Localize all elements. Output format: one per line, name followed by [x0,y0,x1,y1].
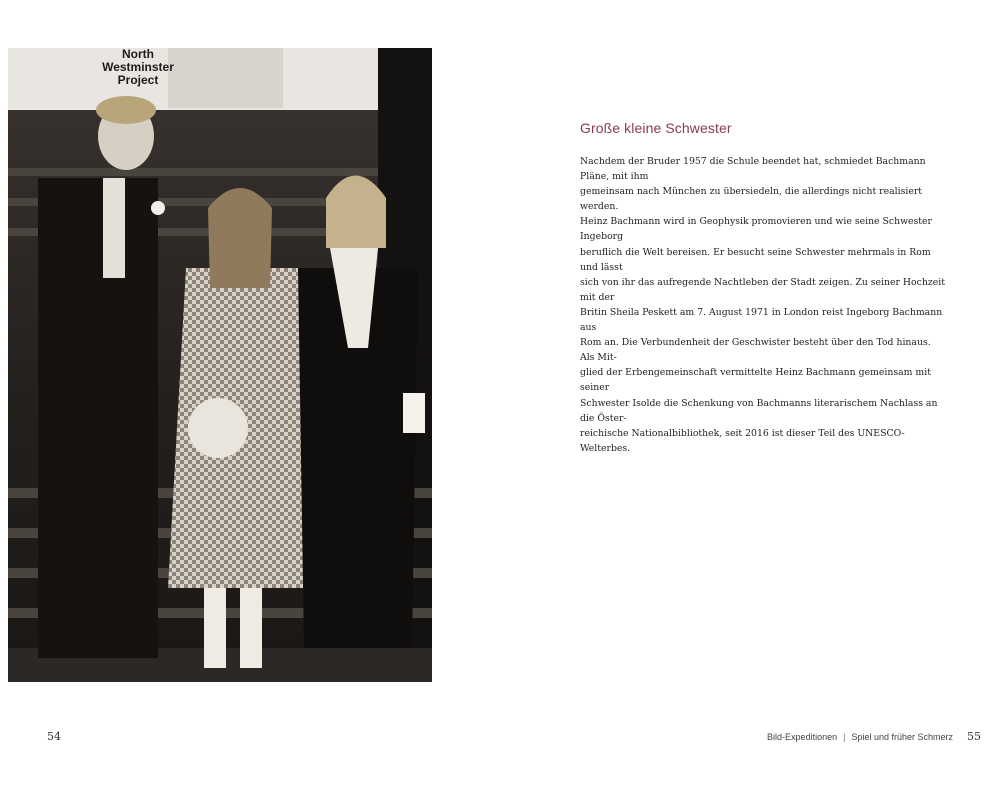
text-line: glied der Erbengemeinschaft vermittelte Heinz Bachmann gemeinsam mit seiner [580,367,931,394]
bouquet [188,398,248,458]
section-heading: Große kleine Schwester [580,120,732,136]
text-line: gemeinsam nach München zu übersiedeln, die allerdings nicht realisiert werden. [580,186,923,213]
footer-chapter: Spiel und früher Schmerz [851,732,953,742]
footer-separator: | [843,732,846,742]
text-line: Rom an. Die Verbundenheit der Geschwister besteht über den Tod hinaus. Als Mit- [580,337,931,364]
man-figure [38,96,165,658]
body-paragraph [580,154,946,456]
banner-line: Westminster [102,60,174,74]
text-line: Schwester Isolde die Schenkung von Bachmanns literarischem Nachlass an die Öster- [580,397,938,424]
text-line: beruflich die Welt bereisen. Er besucht seine Schwester mehrmals in Rom und lässt [580,246,931,273]
page-number-right: 55 [967,730,981,743]
text-line: reichische Nationalbibliothek, seit 2016 ist dieser Teil des UNESCO-Welterbes. [580,427,905,454]
banner-text [78,48,198,87]
banner-line: North [122,48,154,61]
text-line: Britin Sheila Peskett am 7. August 1971 in London reist Ingeborg Bachmann aus [580,306,943,334]
banner-line: Project [117,73,159,87]
text-line: sich von ihr das aufregende Nachtleben der Stadt zeigen. Zu seiner Hochzeit mit der [580,276,945,303]
footer-section: Bild-Expeditionen [767,732,838,742]
text-line: Nachdem der Bruder 1957 die Schule beendet hat, schmiedet Bachmann Pläne, mit ihm [580,156,926,183]
photo-illustration [8,48,432,682]
running-footer [767,730,981,743]
book-in-hand [403,393,425,433]
text-line: Heinz Bachmann wird in Geophysik promovieren und wie seine Schwester Ingeborg [580,216,932,243]
wedding-photograph [8,48,432,682]
page-number-left: 54 [47,730,61,743]
